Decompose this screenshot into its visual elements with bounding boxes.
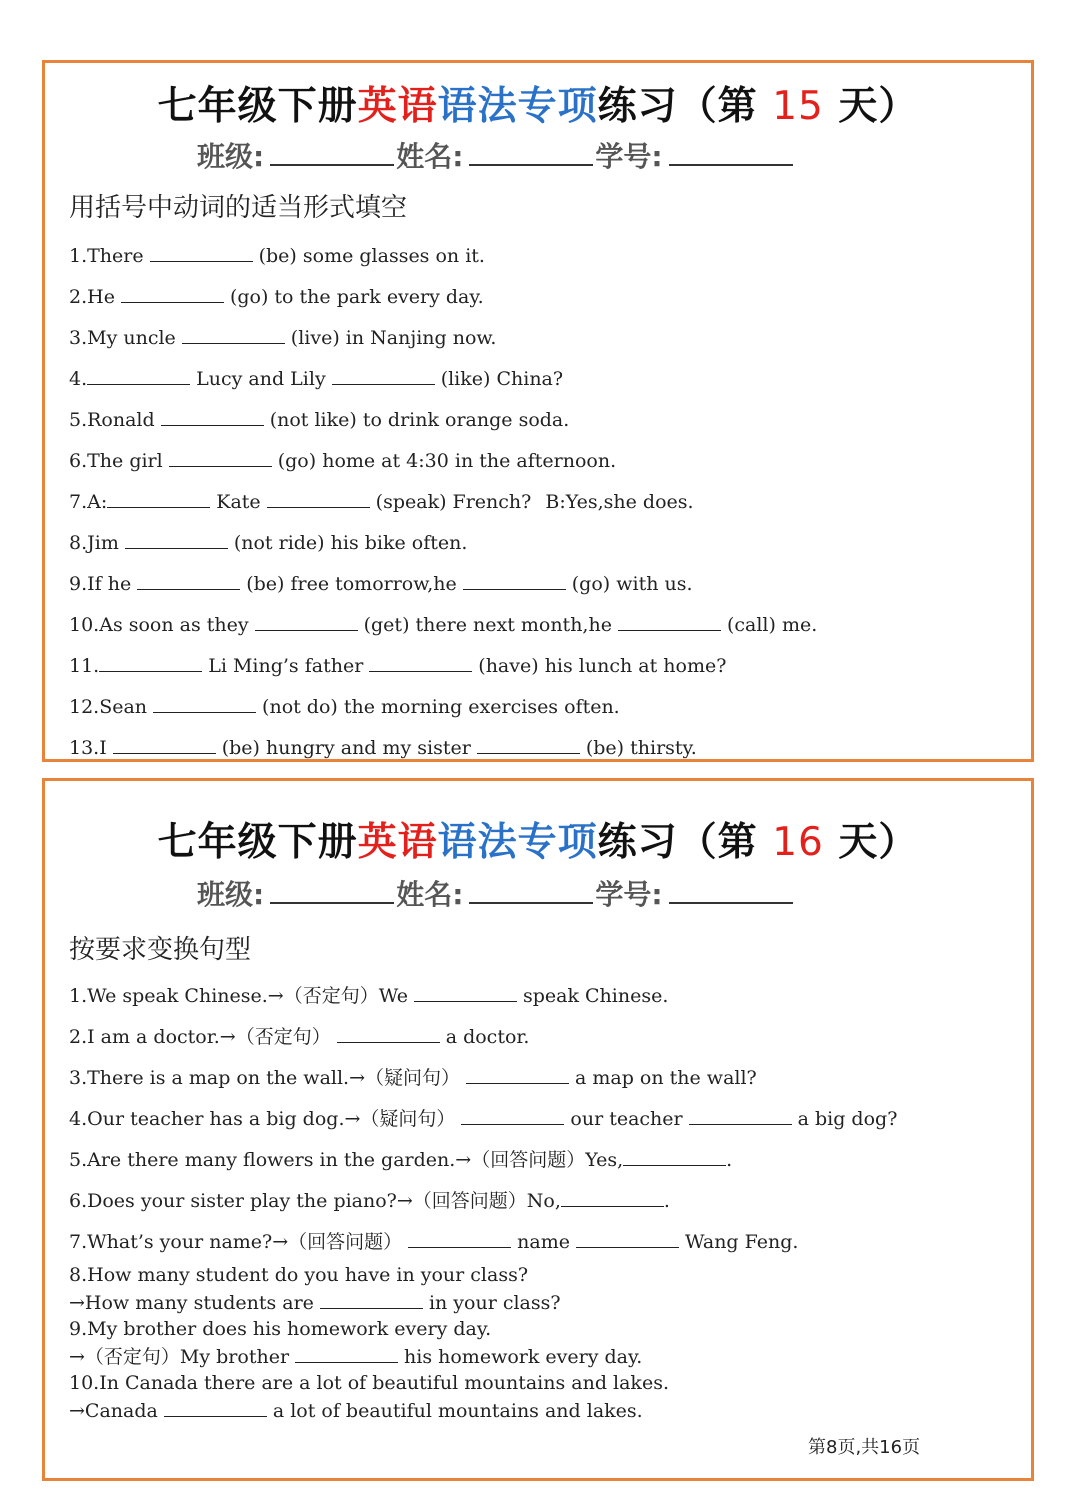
question: 1.We speak Chinese.→（否定句）We speak Chinese. [69, 985, 669, 1007]
answer-blank[interactable] [255, 612, 358, 631]
student-info-row [197, 135, 795, 175]
question: 7.What’s your name?→（回答问题） name Wang Feng. [69, 1231, 799, 1253]
answer-blank[interactable] [107, 489, 210, 508]
answer-blank[interactable] [561, 1188, 664, 1207]
question-transform: →How many students are in your class? [69, 1292, 561, 1314]
name-field[interactable] [469, 874, 593, 904]
question: 5.Are there many flowers in the garden.→（回答问题）Yes, . [69, 1149, 733, 1171]
answer-blank[interactable] [369, 653, 472, 672]
class-field[interactable] [270, 136, 394, 166]
answer-blank[interactable] [121, 284, 224, 303]
student-info-row [197, 873, 795, 913]
question: 3.There is a map on the wall.→（疑问句） a map on the wall? [69, 1067, 757, 1089]
question: 10.As soon as they (get) there next month,he (call) me. [69, 614, 818, 636]
name-field[interactable] [469, 136, 593, 166]
question: 6.Does your sister play the piano?→（回答问题）No, . [69, 1190, 670, 1212]
id-label: 学号: [595, 878, 663, 911]
id-field[interactable] [669, 874, 793, 904]
question: 10.In Canada there are a lot of beautiful mountains and lakes. [69, 1372, 669, 1394]
question: 6.The girl (go) home at 4:30 in the afternoon. [69, 450, 617, 472]
question: 11. Li Ming’s father (have) his lunch at home? [69, 655, 727, 677]
answer-blank[interactable] [618, 612, 721, 631]
answer-blank[interactable] [125, 530, 228, 549]
answer-blank[interactable] [169, 448, 272, 467]
section-heading: 按要求变换句型 [69, 935, 252, 965]
answer-blank[interactable] [161, 407, 264, 426]
answer-blank[interactable] [623, 1147, 726, 1166]
question: 2.He (go) to the park every day. [69, 286, 484, 308]
question: 9.My brother does his homework every day. [69, 1318, 492, 1340]
question: 7.A: Kate (speak) French? B:Yes,she does. [69, 491, 694, 513]
question: 4.Our teacher has a big dog.→（疑问句） our teacher a big dog? [69, 1108, 898, 1130]
class-label: 班级: [197, 878, 265, 911]
answer-blank[interactable] [461, 1106, 564, 1125]
question: 5.Ronald (not like) to drink orange soda. [69, 409, 570, 431]
worksheet-title: 七年级下册英语语法专项练习（第 16 天） [157, 820, 919, 865]
answer-blank[interactable] [320, 1290, 423, 1309]
worksheet-day-15 [42, 60, 1034, 762]
answer-blank[interactable] [463, 571, 566, 590]
question: 13.I (be) hungry and my sister (be) thirsty. [69, 737, 697, 759]
answer-blank[interactable] [295, 1344, 398, 1363]
answer-blank[interactable] [332, 366, 435, 385]
question: 1.There (be) some glasses on it. [69, 245, 485, 267]
section-heading: 用括号中动词的适当形式填空 [69, 193, 408, 223]
answer-blank[interactable] [137, 571, 240, 590]
answer-blank[interactable] [414, 983, 517, 1002]
question: 8.Jim (not ride) his bike often. [69, 532, 468, 554]
answer-blank[interactable] [408, 1229, 511, 1248]
answer-blank[interactable] [150, 243, 253, 262]
answer-blank[interactable] [477, 735, 580, 754]
answer-blank[interactable] [153, 694, 256, 713]
question: 12.Sean (not do) the morning exercises often. [69, 696, 620, 718]
worksheet-title: 七年级下册英语语法专项练习（第 15 天） [157, 84, 919, 129]
answer-blank[interactable] [337, 1024, 440, 1043]
answer-blank[interactable] [113, 735, 216, 754]
answer-blank[interactable] [689, 1106, 792, 1125]
answer-blank[interactable] [164, 1398, 267, 1417]
id-label: 学号: [595, 140, 663, 173]
question: 9.If he (be) free tomorrow,he (go) with us. [69, 573, 693, 595]
answer-blank[interactable] [576, 1229, 679, 1248]
question: 4. Lucy and Lily (like) China? [69, 368, 564, 390]
question-transform: →（否定句）My brother his homework every day. [69, 1346, 643, 1368]
question: 2.I am a doctor.→（否定句） a doctor. [69, 1026, 530, 1048]
answer-blank[interactable] [267, 489, 370, 508]
question: 3.My uncle (live) in Nanjing now. [69, 327, 497, 349]
name-label: 姓名: [396, 140, 464, 173]
answer-blank[interactable] [99, 653, 202, 672]
answer-blank[interactable] [466, 1065, 569, 1084]
id-field[interactable] [669, 136, 793, 166]
class-label: 班级: [197, 140, 265, 173]
answer-blank[interactable] [87, 366, 190, 385]
page-number: 第8页,共16页 [808, 1437, 921, 1458]
question-transform: →Canada a lot of beautiful mountains and lakes. [69, 1400, 643, 1422]
name-label: 姓名: [396, 878, 464, 911]
question: 8.How many student do you have in your class? [69, 1264, 529, 1286]
answer-blank[interactable] [182, 325, 285, 344]
worksheet-day-16 [42, 778, 1034, 1481]
class-field[interactable] [270, 874, 394, 904]
